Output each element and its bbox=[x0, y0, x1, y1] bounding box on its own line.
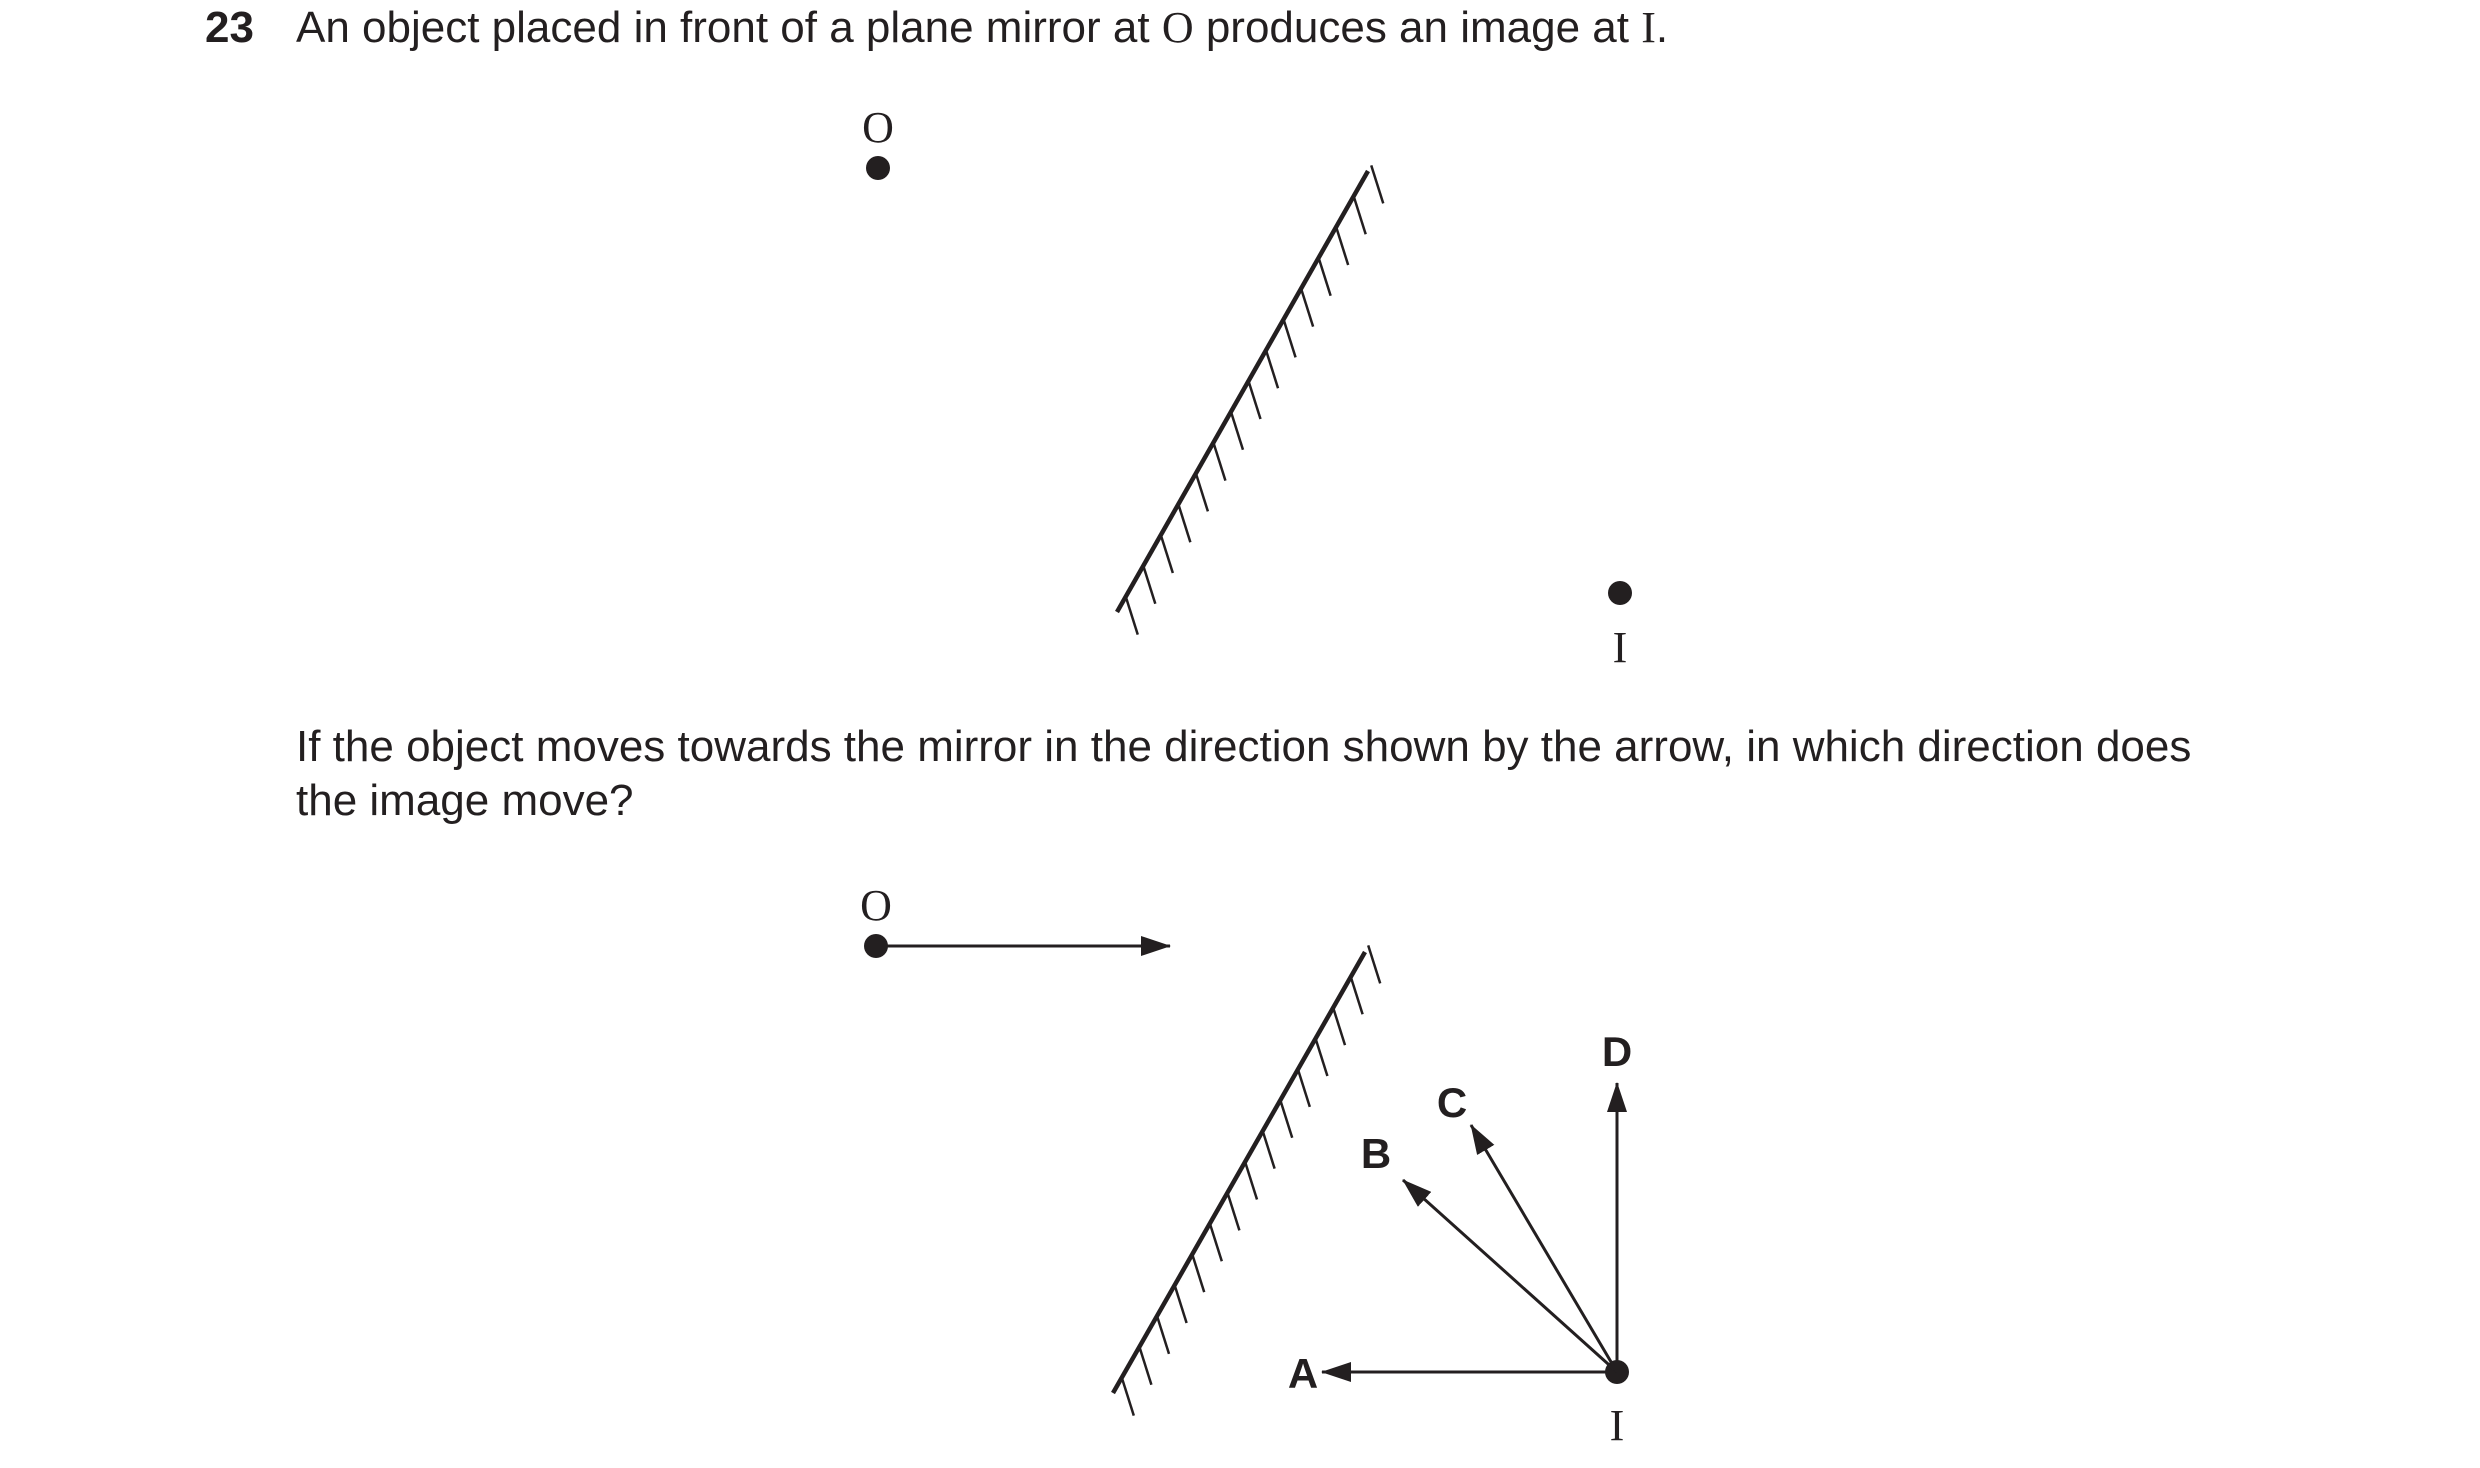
hatch-mark bbox=[1249, 381, 1261, 419]
hatch-mark bbox=[1371, 165, 1383, 203]
hatch-mark bbox=[1298, 1069, 1310, 1107]
fig1-object-point bbox=[866, 156, 890, 180]
hatch-mark bbox=[1266, 350, 1278, 388]
fig1-object-label: O bbox=[862, 103, 894, 152]
prompt-line-2: the image move? bbox=[296, 776, 634, 825]
fig1-mirror-hatching bbox=[1126, 165, 1383, 634]
hatch-mark bbox=[1333, 1007, 1345, 1045]
fig1-image-point bbox=[1608, 581, 1632, 605]
hatch-mark bbox=[1210, 1223, 1222, 1261]
stem-image-symbol: I bbox=[1641, 3, 1656, 52]
hatch-mark bbox=[1284, 319, 1296, 357]
hatch-mark bbox=[1245, 1162, 1257, 1200]
stem-part-3: . bbox=[1655, 3, 1669, 52]
fig1-image-label: I bbox=[1612, 623, 1628, 672]
hatch-mark bbox=[1301, 289, 1313, 327]
hatch-mark bbox=[1231, 412, 1243, 450]
hatch-mark bbox=[1143, 566, 1155, 604]
option-c-label: C bbox=[1436, 1079, 1468, 1126]
question-number: 23 bbox=[205, 3, 254, 52]
fig2-image-label: I bbox=[1609, 1401, 1625, 1450]
fig1-mirror bbox=[1117, 171, 1368, 612]
stem-part-1: An object placed in front of a plane mirror at bbox=[296, 3, 1162, 52]
figure-1 bbox=[862, 103, 1632, 672]
option-a-label: A bbox=[1287, 1350, 1319, 1397]
hatch-mark bbox=[1227, 1192, 1239, 1230]
hatch-mark bbox=[1139, 1347, 1151, 1385]
hatch-mark bbox=[1161, 535, 1173, 573]
hatch-mark bbox=[1351, 976, 1363, 1014]
hatch-mark bbox=[1354, 196, 1366, 234]
fig2-mirror bbox=[1113, 952, 1365, 1393]
hatch-mark bbox=[1126, 597, 1138, 635]
fig2-mirror-hatching bbox=[1122, 945, 1380, 1415]
hatch-mark bbox=[1178, 504, 1190, 542]
option-b-arrow bbox=[1403, 1180, 1617, 1372]
hatch-mark bbox=[1192, 1254, 1204, 1292]
option-d-label: D bbox=[1601, 1028, 1633, 1075]
hatch-mark bbox=[1280, 1100, 1292, 1138]
hatch-mark bbox=[1213, 443, 1225, 481]
stem-part-2: produces an image at bbox=[1193, 3, 1642, 52]
hatch-mark bbox=[1315, 1038, 1327, 1076]
fig2-object-label: O bbox=[860, 881, 892, 930]
hatch-mark bbox=[1122, 1378, 1134, 1416]
stem-object-symbol: O bbox=[1161, 3, 1194, 52]
hatch-mark bbox=[1175, 1285, 1187, 1323]
hatch-mark bbox=[1319, 258, 1331, 296]
hatch-mark bbox=[1263, 1131, 1275, 1169]
option-b-label: B bbox=[1360, 1130, 1392, 1177]
option-c-arrow bbox=[1471, 1125, 1617, 1372]
hatch-mark bbox=[1157, 1316, 1169, 1354]
figure-2 bbox=[860, 881, 1632, 1450]
hatch-mark bbox=[1336, 227, 1348, 265]
hatch-mark bbox=[1368, 945, 1380, 983]
prompt-line-1: If the object moves towards the mirror in the direction shown by the arrow, in which direction does bbox=[296, 722, 2192, 771]
question-prompt bbox=[296, 720, 2296, 828]
hatch-mark bbox=[1196, 473, 1208, 511]
